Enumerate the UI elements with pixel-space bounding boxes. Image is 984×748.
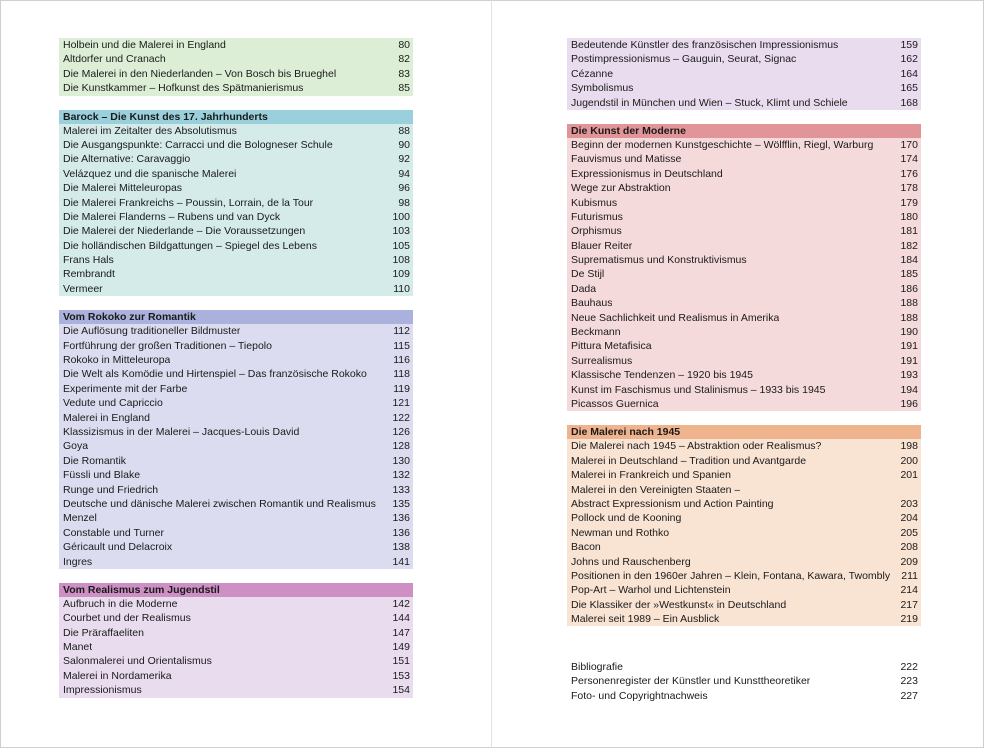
toc-entry-page-number: 201 xyxy=(900,469,918,482)
toc-entry-title: Die Welt als Komödie und Hirtenspiel – Das französische Rokoko xyxy=(63,368,367,381)
toc-entry[interactable] xyxy=(59,253,413,267)
toc-entry-page-number: 126 xyxy=(392,425,410,438)
toc-entry-title: Frans Hals xyxy=(63,254,114,267)
toc-entry[interactable] xyxy=(567,454,921,468)
toc-entry-page-number: 159 xyxy=(900,39,918,51)
toc-entry[interactable] xyxy=(567,210,921,224)
toc-entry-page-number: 130 xyxy=(392,454,410,467)
toc-entry-title: Menzel xyxy=(63,512,97,525)
toc-entry[interactable] xyxy=(567,383,921,397)
toc-entry[interactable] xyxy=(567,38,921,52)
toc-entry-page-number: 135 xyxy=(392,497,410,510)
toc-entry-title: Malerei in Nordamerika xyxy=(63,669,172,682)
toc-entry[interactable] xyxy=(59,196,413,210)
toc-entry-page-number: 88 xyxy=(398,124,410,137)
toc-entry-title: Postimpressionismus – Gauguin, Seurat, Signac xyxy=(571,53,797,66)
toc-entry-page-number: 164 xyxy=(900,67,918,80)
toc-entry[interactable] xyxy=(567,181,921,195)
toc-entry[interactable] xyxy=(59,396,413,410)
toc-entry-title: Wege zur Abstraktion xyxy=(571,182,671,195)
toc-entry-page-number xyxy=(912,483,918,497)
toc-entry-page-number: 92 xyxy=(398,153,410,166)
toc-entry-page-number: 184 xyxy=(900,254,918,267)
toc-entry[interactable] xyxy=(59,181,413,195)
toc-entry-title: Malerei im Zeitalter des Absolutismus xyxy=(63,124,237,137)
toc-entry-page-number: 196 xyxy=(900,397,918,410)
toc-entry-title: Géricault und Delacroix xyxy=(63,541,173,554)
toc-entry[interactable] xyxy=(59,167,413,181)
toc-entry[interactable] xyxy=(567,325,921,339)
toc-entry-page-number: 217 xyxy=(900,598,918,611)
toc-entry-page-number: 185 xyxy=(900,268,918,281)
toc-section-barock-die-kunst-des-17-jahrhunderts xyxy=(59,110,413,297)
toc-entry[interactable] xyxy=(59,239,413,253)
toc-entry-title: Constable und Turner xyxy=(63,526,164,539)
toc-entry[interactable] xyxy=(59,640,413,654)
toc-entry-title: Neue Sachlichkeit und Realismus in Amerika xyxy=(571,311,780,324)
toc-entry-page-number: 178 xyxy=(900,182,918,195)
toc-entry-page-number: 119 xyxy=(393,382,410,395)
toc-entry-page-number: 211 xyxy=(901,569,918,582)
toc-entry-title: Klassizismus in der Malerei – Jacques-Louis David xyxy=(63,425,300,438)
toc-entry-title: Dada xyxy=(571,282,597,295)
toc-entry-title: Bacon xyxy=(571,541,601,554)
toc-entry-title: Courbet und der Realismus xyxy=(63,612,191,625)
toc-entry[interactable] xyxy=(567,483,921,497)
toc-entry[interactable] xyxy=(567,282,921,296)
toc-entry-page-number: 154 xyxy=(392,684,410,697)
toc-entry-title: Velázquez und die spanische Malerei xyxy=(63,167,237,180)
toc-entry-title: Blauer Reiter xyxy=(571,239,633,252)
toc-entry-page-number: 105 xyxy=(392,239,410,252)
toc-entry[interactable] xyxy=(59,439,413,453)
toc-entry-page-number: 80 xyxy=(398,39,410,51)
toc-entry[interactable] xyxy=(59,81,413,95)
toc-entry-page-number: 142 xyxy=(392,597,410,610)
toc-entry-page-number: 103 xyxy=(392,225,410,238)
toc-entry[interactable] xyxy=(567,152,921,166)
section-heading: Vom Realismus zum Jugendstil xyxy=(59,583,413,597)
toc-entry-page-number: 191 xyxy=(900,354,918,367)
toc-entry-title: Bedeutende Künstler des französischen Impressionismus xyxy=(571,39,839,51)
appendix-entry-title: Personenregister der Künstler und Kunsttheoretiker xyxy=(571,675,811,688)
toc-entry-title: Rembrandt xyxy=(63,268,115,281)
toc-entry[interactable] xyxy=(567,439,921,453)
toc-entry[interactable] xyxy=(59,454,413,468)
toc-entry-title: Die Präraffaeliten xyxy=(63,626,144,639)
toc-entry-page-number: 203 xyxy=(900,497,918,510)
toc-entry-title: Beckmann xyxy=(571,326,621,339)
toc-entry-title: Newman und Rothko xyxy=(571,526,670,539)
toc-entry[interactable] xyxy=(59,654,413,668)
toc-entry-title: Die Malerei nach 1945 – Abstraktion oder Realismus? xyxy=(571,440,822,453)
toc-entry[interactable] xyxy=(59,282,413,296)
toc-entry-page-number: 96 xyxy=(398,182,410,195)
toc-entry[interactable] xyxy=(59,411,413,425)
toc-entry-page-number: 180 xyxy=(900,210,918,223)
toc-entry[interactable] xyxy=(567,67,921,81)
toc-section-die-malerei-nach-1945 xyxy=(567,425,921,626)
toc-entry[interactable] xyxy=(567,52,921,66)
toc-entry[interactable] xyxy=(59,38,413,52)
toc-entry-page-number: 191 xyxy=(900,340,918,353)
toc-entry-title: Die Romantik xyxy=(63,454,127,467)
toc-entry-title: Symbolismus xyxy=(571,82,634,95)
toc-entry-title: Die Malerei in den Niederlanden – Von Bosch bis Brueghel xyxy=(63,67,337,80)
toc-entry-page-number: 82 xyxy=(398,53,410,66)
toc-entry-title: Die Malerei der Niederlande – Die Voraussetzungen xyxy=(63,225,306,238)
toc-entry-title: Impressionismus xyxy=(63,684,142,697)
toc-entry-page-number: 144 xyxy=(392,612,410,625)
toc-entry-page-number: 170 xyxy=(900,138,918,151)
appendix-entry-page-number: 222 xyxy=(900,661,918,673)
toc-entry-title: Suprematismus und Konstruktivismus xyxy=(571,254,747,267)
toc-entry-page-number: 200 xyxy=(900,454,918,467)
toc-entry[interactable] xyxy=(59,267,413,281)
toc-entry-page-number: 194 xyxy=(900,383,918,396)
toc-entry[interactable] xyxy=(59,353,413,367)
toc-entry-page-number: 136 xyxy=(392,512,410,525)
toc-entry-page-number: 133 xyxy=(392,483,410,496)
section-heading: Barock – Die Kunst des 17. Jahrhunderts xyxy=(59,110,413,124)
toc-entry-page-number: 188 xyxy=(900,297,918,310)
toc-entry[interactable] xyxy=(59,67,413,81)
toc-entry-title: Deutsche und dänische Malerei zwischen Romantik und Realismus xyxy=(63,497,376,510)
toc-entry-page-number: 138 xyxy=(392,541,410,554)
toc-entry[interactable] xyxy=(59,526,413,540)
toc-entry-page-number: 121 xyxy=(392,397,410,410)
toc-entry-title: Ingres xyxy=(63,555,93,568)
toc-entry[interactable] xyxy=(59,339,413,353)
toc-entry-page-number: 214 xyxy=(900,584,918,597)
toc-entry[interactable] xyxy=(567,397,921,411)
toc-entry[interactable] xyxy=(59,483,413,497)
toc-entry-page-number: 188 xyxy=(900,311,918,324)
toc-entry[interactable] xyxy=(59,669,413,683)
toc-entry[interactable] xyxy=(567,468,921,482)
appendix-toc xyxy=(567,660,921,703)
toc-entry-title: Positionen in den 1960er Jahren – Klein, Fontana, Kawara, Twombly xyxy=(571,569,891,582)
toc-entry-page-number: 109 xyxy=(392,268,410,281)
toc-entry-title: Altdorfer und Cranach xyxy=(63,53,166,66)
toc-entry-page-number: 108 xyxy=(392,254,410,267)
toc-entry-page-number: 151 xyxy=(392,655,410,668)
toc-entry[interactable] xyxy=(567,267,921,281)
toc-entry-page-number: 190 xyxy=(900,326,918,339)
toc-entry-page-number: 136 xyxy=(392,526,410,539)
toc-entry-title: Experimente mit der Farbe xyxy=(63,382,188,395)
toc-entry-title: Cézanne xyxy=(571,67,614,80)
toc-entry[interactable] xyxy=(59,555,413,569)
toc-entry-title: Surrealismus xyxy=(571,354,633,367)
toc-section-continued xyxy=(567,38,921,110)
toc-entry-title: Die Malerei Flanderns – Rubens und van Dyck xyxy=(63,210,281,223)
right-page-toc xyxy=(567,38,921,640)
toc-entry[interactable] xyxy=(567,239,921,253)
toc-entry-page-number: 90 xyxy=(398,138,410,151)
toc-entry-title: Die Kunstkammer – Hofkunst des Spätmanierismus xyxy=(63,82,304,95)
toc-entry[interactable] xyxy=(567,511,921,525)
toc-entry[interactable] xyxy=(59,152,413,166)
toc-entry-title: Jugendstil in München und Wien – Stuck, Klimt und Schiele xyxy=(571,96,848,109)
toc-entry[interactable] xyxy=(59,511,413,525)
toc-entry[interactable] xyxy=(567,598,921,612)
toc-entry[interactable] xyxy=(59,210,413,224)
toc-entry-page-number: 141 xyxy=(392,555,410,568)
toc-entry-page-number: 115 xyxy=(393,339,410,352)
toc-entry[interactable] xyxy=(59,367,413,381)
toc-entry-title: Abstract Expressionism und Action Painting xyxy=(571,497,774,510)
toc-entry-page-number: 208 xyxy=(900,541,918,554)
toc-entry-title: Pop-Art – Warhol und Lichtenstein xyxy=(571,584,731,597)
toc-entry-title: Salonmalerei und Orientalismus xyxy=(63,655,212,668)
toc-entry-page-number: 162 xyxy=(900,53,918,66)
toc-entry-title: Füssli und Blake xyxy=(63,469,141,482)
toc-entry[interactable] xyxy=(567,296,921,310)
appendix-entry-page-number: 223 xyxy=(900,675,918,688)
toc-entry[interactable] xyxy=(59,540,413,554)
toc-entry-title: Manet xyxy=(63,641,93,654)
toc-entry-page-number: 116 xyxy=(393,354,410,367)
toc-entry-title: Klassische Tendenzen – 1920 bis 1945 xyxy=(571,369,753,382)
toc-entry-page-number: 83 xyxy=(398,67,410,80)
toc-entry-page-number: 204 xyxy=(900,512,918,525)
toc-entry-page-number: 182 xyxy=(900,239,918,252)
toc-entry-title: Holbein und die Malerei in England xyxy=(63,39,226,51)
toc-entry-title: Malerei in England xyxy=(63,411,150,424)
toc-entry-page-number: 193 xyxy=(900,369,918,382)
toc-entry[interactable] xyxy=(567,569,921,583)
toc-entry[interactable] xyxy=(59,468,413,482)
section-heading: Vom Rokoko zur Romantik xyxy=(59,310,413,324)
appendix-entry[interactable] xyxy=(567,674,921,688)
toc-entry-page-number: 181 xyxy=(900,225,918,238)
toc-entry-page-number: 98 xyxy=(398,196,410,209)
toc-entry-page-number: 209 xyxy=(900,555,918,568)
toc-entry[interactable] xyxy=(567,311,921,325)
toc-entry[interactable] xyxy=(59,382,413,396)
toc-entry-title: Malerei in Deutschland – Tradition und Avantgarde xyxy=(571,454,807,467)
toc-entry[interactable] xyxy=(567,339,921,353)
toc-entry-page-number: 118 xyxy=(393,368,410,381)
toc-entry-title: Kubismus xyxy=(571,196,618,209)
toc-entry-title: Malerei in den Vereinigten Staaten – xyxy=(571,483,741,496)
toc-entry[interactable] xyxy=(567,368,921,382)
toc-entry[interactable] xyxy=(567,526,921,540)
appendix-entry[interactable] xyxy=(567,689,921,703)
toc-entry-page-number: 85 xyxy=(398,82,410,95)
toc-entry-title: Goya xyxy=(63,440,89,453)
appendix-entry-title: Foto- und Copyrightnachweis xyxy=(571,689,708,702)
toc-entry-page-number: 205 xyxy=(900,526,918,539)
toc-entry-title: Pollock und de Kooning xyxy=(571,512,682,525)
toc-entry-page-number: 198 xyxy=(900,440,918,453)
toc-entry-title: Die Ausgangspunkte: Carracci und die Bologneser Schule xyxy=(63,138,333,151)
appendix-entry-page-number: 227 xyxy=(900,689,918,702)
toc-entry-title: Orphismus xyxy=(571,225,622,238)
toc-entry-title: Die Alternative: Caravaggio xyxy=(63,153,191,166)
toc-entry-title: Malerei seit 1989 – Ein Ausblick xyxy=(571,613,720,626)
page-gutter xyxy=(491,0,492,748)
toc-entry-title: Beginn der modernen Kunstgeschichte – Wölfflin, Riegl, Warburg xyxy=(571,138,874,151)
toc-entry[interactable] xyxy=(59,597,413,611)
toc-entry[interactable] xyxy=(567,540,921,554)
appendix-entry[interactable] xyxy=(567,660,921,674)
toc-entry-page-number: 168 xyxy=(900,96,918,109)
toc-entry-page-number: 128 xyxy=(392,440,410,453)
toc-entry-title: Fauvismus und Matisse xyxy=(571,153,682,166)
toc-entry-page-number: 100 xyxy=(392,210,410,223)
toc-section-vom-rokoko-zur-romantik xyxy=(59,310,413,569)
toc-entry-title: De Stijl xyxy=(571,268,605,281)
toc-entry-title: Aufbruch in die Moderne xyxy=(63,597,178,610)
toc-entry[interactable] xyxy=(567,583,921,597)
toc-entry-page-number: 179 xyxy=(900,196,918,209)
toc-entry-page-number: 147 xyxy=(392,626,410,639)
toc-entry-page-number: 149 xyxy=(392,641,410,654)
toc-entry-title: Vermeer xyxy=(63,282,103,295)
toc-entry-title: Malerei in Frankreich und Spanien xyxy=(571,469,731,482)
toc-entry-title: Die Auflösung traditioneller Bildmuster xyxy=(63,325,241,338)
toc-entry[interactable] xyxy=(567,138,921,152)
toc-entry-title: Expressionismus in Deutschland xyxy=(571,167,723,180)
toc-entry[interactable] xyxy=(567,167,921,181)
left-page-toc xyxy=(59,38,413,712)
toc-entry[interactable] xyxy=(567,497,921,511)
toc-section-vom-realismus-zum-jugendstil xyxy=(59,583,413,698)
toc-entry[interactable] xyxy=(59,497,413,511)
toc-entry[interactable] xyxy=(59,611,413,625)
toc-entry[interactable] xyxy=(59,52,413,66)
toc-entry[interactable] xyxy=(59,683,413,697)
toc-entry-title: Futurismus xyxy=(571,210,623,223)
toc-entry-page-number: 165 xyxy=(900,82,918,95)
toc-entry[interactable] xyxy=(59,224,413,238)
toc-entry[interactable] xyxy=(567,354,921,368)
toc-entry-page-number: 122 xyxy=(392,411,410,424)
toc-entry[interactable] xyxy=(567,253,921,267)
toc-entry-title: Bauhaus xyxy=(571,297,613,310)
appendix-entry-title: Bibliografie xyxy=(571,661,623,673)
toc-entry-page-number: 110 xyxy=(393,282,410,295)
toc-entry-page-number: 153 xyxy=(392,669,410,682)
toc-entry[interactable] xyxy=(567,224,921,238)
toc-entry-page-number: 132 xyxy=(392,469,410,482)
toc-entry-title: Fortführung der großen Traditionen – Tiepolo xyxy=(63,339,272,352)
toc-entry-page-number: 219 xyxy=(900,613,918,626)
toc-entry[interactable] xyxy=(567,196,921,210)
toc-entry-page-number: 176 xyxy=(900,167,918,180)
toc-entry-page-number: 112 xyxy=(393,325,410,338)
toc-entry-title: Die Malerei Mitteleuropas xyxy=(63,182,183,195)
toc-entry-page-number: 174 xyxy=(900,153,918,166)
toc-entry-title: Die holländischen Bildgattungen – Spiegel des Lebens xyxy=(63,239,317,252)
toc-section-die-kunst-der-moderne xyxy=(567,124,921,411)
toc-entry[interactable] xyxy=(567,555,921,569)
toc-section-continued xyxy=(59,38,413,96)
toc-entry-title: Pittura Metafisica xyxy=(571,340,652,353)
toc-entry-title: Kunst im Faschismus und Stalinismus – 1933 bis 1945 xyxy=(571,383,826,396)
toc-entry[interactable] xyxy=(59,124,413,138)
toc-entry-page-number: 186 xyxy=(900,282,918,295)
section-heading: Die Kunst der Moderne xyxy=(567,124,921,138)
toc-entry-title: Die Klassiker der »Westkunst« in Deutschland xyxy=(571,598,787,611)
toc-entry[interactable] xyxy=(59,626,413,640)
toc-entry[interactable] xyxy=(567,612,921,626)
toc-entry-title: Vedute und Capriccio xyxy=(63,397,163,410)
toc-entry-title: Johns und Rauschenberg xyxy=(571,555,691,568)
toc-entry-title: Picassos Guernica xyxy=(571,397,659,410)
section-heading: Die Malerei nach 1945 xyxy=(567,425,921,439)
toc-entry[interactable] xyxy=(567,81,921,95)
toc-entry-title: Rokoko in Mitteleuropa xyxy=(63,354,171,367)
toc-entry[interactable] xyxy=(59,324,413,338)
toc-entry-page-number: 94 xyxy=(398,167,410,180)
toc-entry[interactable] xyxy=(567,96,921,110)
toc-entry[interactable] xyxy=(59,425,413,439)
toc-entry[interactable] xyxy=(59,138,413,152)
toc-entry-title: Runge und Friedrich xyxy=(63,483,159,496)
toc-entry-title: Die Malerei Frankreichs – Poussin, Lorrain, de la Tour xyxy=(63,196,314,209)
